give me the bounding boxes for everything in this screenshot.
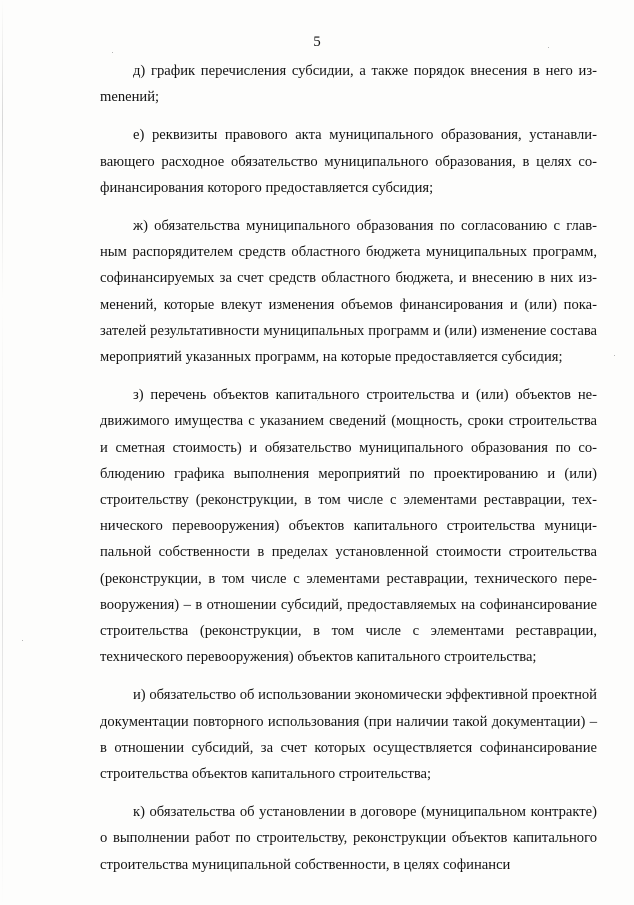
scan-speck xyxy=(614,355,615,356)
paragraph-z: з) перечень объектов капитального строительства и (или) объектов недвижимого имущества с указанием сведений (мощность, сроки строительства и сметная стоимость) и обязательство муниципального образования по соблюдению графика выполнения мероприятий по проектированию и (или) строительству (реконструкции, в том числе с элементами реставрации, технического перевооружения) объектов капитального строительства муниципальной собственности в пределах установленной стоимости строительства (реконструкции, в том числе с элементами реставрации, технического перевооружения) – в отношении субсидий, предоставляемых на софинансирование строительства (реконструкции, в том числе с элементами реставрации, технического перевооружения) объектов капитального строительства; xyxy=(100,387,597,666)
paragraph-zh: ж) обязательства муниципального образования по согласованию с главным распорядителем средств областного бюджета муниципальных программ, софинансируемых за счет средств областного бюджета, и внесению в них изменений, которые влекут изменения объемов финансирования и (или) показателей результативности муниципальных программ и (или) изменение состава мероприятий указанных программ, на которые предоставляется субсидия; xyxy=(100,218,597,366)
paragraph-e: е) реквизиты правового акта муниципального образования, устанавливающего расходное обязательство муниципального образования, в целях софинансирования которого предоставляется субсидия; xyxy=(100,127,597,196)
paragraph-d: д) график перечисления субсидии, а также порядок внесения в него изmenений; xyxy=(100,63,597,106)
scan-speck xyxy=(22,640,23,641)
paragraph-k: к) обязательства об установлении в договоре (муниципальном контракте) о выполнении работ по строительству, реконструкции объектов капитального строительства муниципальной собственности, в целях софинанси xyxy=(100,804,597,873)
paragraph-i: и) обязательство об использовании экономически эффективной проектной документации повторного использования (при наличии такой документации) – в отношении субсидий, за счет которых осуществляется софинансирование строительства объектов капитального строительства; xyxy=(100,687,597,783)
body-text xyxy=(100,58,597,890)
scan-edge-shadow xyxy=(2,0,3,905)
page-number: 5 xyxy=(313,34,321,50)
scan-speck xyxy=(112,52,113,53)
